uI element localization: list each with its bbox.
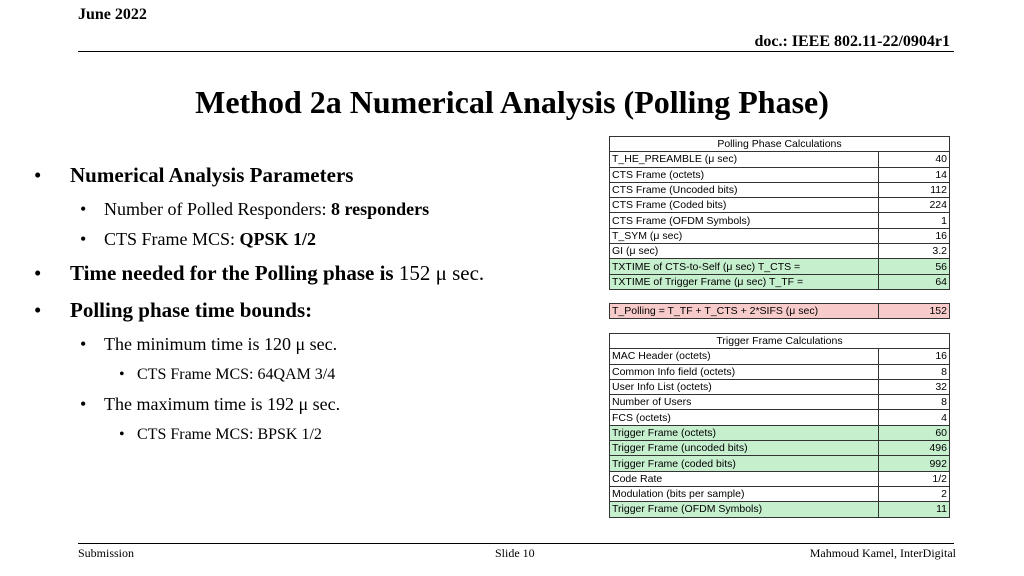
cell-value: 11 [879, 502, 950, 517]
table-row [610, 182, 950, 197]
bullet-parameters: • Numerical Analysis Parameters [70, 163, 353, 188]
table-row [610, 152, 950, 167]
footer-author: Mahmoud Kamel, InterDigital [809, 546, 956, 560]
cell-label: CTS Frame (octets) [610, 167, 879, 182]
cell-label: Trigger Frame (coded bits) [610, 456, 879, 471]
table-title: Trigger Frame Calculations [610, 334, 950, 349]
cell-value: 1/2 [879, 471, 950, 486]
cell-label: TXTIME of Trigger Frame (μ sec) T_TF = [610, 274, 879, 289]
footer-slide-number: Slide 10 [495, 546, 535, 560]
table-row [610, 259, 950, 274]
cell-value: 16 [879, 228, 950, 243]
cell-value: 56 [879, 259, 950, 274]
table-title: Polling Phase Calculations [610, 137, 950, 152]
cell-label: GI (μ sec) [610, 244, 879, 259]
cell-value: 992 [879, 456, 950, 471]
cell-value: 224 [879, 198, 950, 213]
table-row [610, 502, 950, 517]
label: Number of Polled Responders: [104, 199, 331, 219]
header-doc-id: doc.: IEEE 802.11-22/0904r1 [754, 33, 950, 50]
table-row [610, 167, 950, 182]
cell-label: TXTIME of CTS-to-Self (μ sec) T_CTS = [610, 259, 879, 274]
cell-value: 60 [879, 425, 950, 440]
bullet-max-time: • The maximum time is 192 μ sec. [104, 394, 340, 415]
cell-value: 64 [879, 274, 950, 289]
cell-label: Common Info field (octets) [610, 364, 879, 379]
polling-phase-table [609, 136, 950, 290]
table-row [610, 471, 950, 486]
table-row [610, 410, 950, 425]
cell-value: 4 [879, 410, 950, 425]
bullet-min-mcs: • CTS Frame MCS: 64QAM 3/4 [137, 366, 335, 384]
cell-label: Modulation (bits per sample) [610, 486, 879, 501]
table-row [610, 198, 950, 213]
table-row [610, 456, 950, 471]
bullet-max-mcs: • CTS Frame MCS: BPSK 1/2 [137, 426, 322, 444]
cell-value: 16 [879, 349, 950, 364]
table-row-total [610, 304, 950, 319]
value: 152 μ sec. [398, 261, 485, 285]
table-row [610, 349, 950, 364]
header-date: June 2022 [78, 6, 147, 23]
cell-value: 112 [879, 182, 950, 197]
table-row [610, 441, 950, 456]
table-row [610, 425, 950, 440]
slide-title: Method 2a Numerical Analysis (Polling Phase) [195, 84, 829, 120]
cell-label: CTS Frame (Coded bits) [610, 198, 879, 213]
header-divider [78, 51, 954, 52]
cell-value: 3.2 [879, 244, 950, 259]
cell-value: 40 [879, 152, 950, 167]
cell-value: 152 [879, 304, 950, 319]
cell-label: Number of Users [610, 395, 879, 410]
cell-label: Code Rate [610, 471, 879, 486]
bullet-polling-time [70, 261, 484, 286]
table-row [610, 244, 950, 259]
table-row [610, 486, 950, 501]
cell-label: Trigger Frame (octets) [610, 425, 879, 440]
value: QPSK 1/2 [239, 229, 317, 249]
table-row [610, 228, 950, 243]
cell-label: Trigger Frame (uncoded bits) [610, 441, 879, 456]
cell-label: MAC Header (octets) [610, 349, 879, 364]
footer-submission: Submission [78, 546, 135, 560]
table-row [610, 274, 950, 289]
table-row [610, 379, 950, 394]
bullet-cts-mcs [104, 229, 316, 250]
bullet-min-time: • The minimum time is 120 μ sec. [104, 334, 337, 355]
cell-label: CTS Frame (Uncoded bits) [610, 182, 879, 197]
cell-value: 2 [879, 486, 950, 501]
bullet-responders [104, 199, 429, 220]
value: 8 responders [330, 199, 430, 219]
polling-total-table [609, 303, 950, 319]
cell-value: 32 [879, 379, 950, 394]
cell-label: User Info List (octets) [610, 379, 879, 394]
cell-value: 1 [879, 213, 950, 228]
cell-label: T_Polling = T_TF + T_CTS + 2*SIFS (μ sec) [610, 304, 879, 319]
table-row [610, 364, 950, 379]
label: CTS Frame MCS: [104, 229, 240, 249]
cell-label: FCS (octets) [610, 410, 879, 425]
cell-value: 8 [879, 395, 950, 410]
table-row [610, 213, 950, 228]
cell-value: 14 [879, 167, 950, 182]
trigger-frame-table [609, 333, 950, 518]
label: Time needed for the Polling phase is [70, 261, 399, 285]
cell-value: 8 [879, 364, 950, 379]
table-row [610, 395, 950, 410]
footer-divider [78, 543, 954, 544]
cell-value: 496 [879, 441, 950, 456]
cell-label: Trigger Frame (OFDM Symbols) [610, 502, 879, 517]
cell-label: CTS Frame (OFDM Symbols) [610, 213, 879, 228]
cell-label: T_HE_PREAMBLE (μ sec) [610, 152, 879, 167]
cell-label: T_SYM (μ sec) [610, 228, 879, 243]
bullet-time-bounds: • Polling phase time bounds: [70, 298, 312, 323]
